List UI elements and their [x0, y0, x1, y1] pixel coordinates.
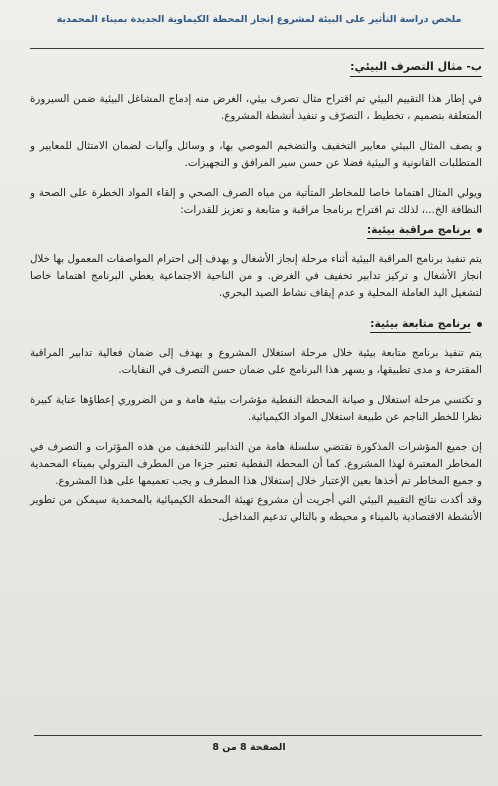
monitoring-title: برنامج مراقبة بيئية:	[367, 221, 471, 239]
paragraph-intro: في إطار هذا التقييم البيئي تم اقتراح مثال تصرف بيئي، الغرض منه إدماج المشاغل البيئية ضمن السيرورة المتعلقة بتصميم ، تخطيط ، التصرّف و تنفيذ أنشطة المشروع.	[30, 93, 482, 122]
followup-heading	[30, 315, 482, 333]
header-divider	[30, 48, 484, 49]
page-content	[30, 58, 482, 528]
page-header: ملخص دراسة التأثير على البيئة لمشروع إنجاز المحطة الكيماوية الجديدة بميناء المحمدية	[56, 14, 462, 25]
paragraph-conclusion: وقد أكدت نتائج التقييم البيئي التي أجريت أن مشروع تهيئة المحطة الكيميائية بالمحمدية سيمكن من تطوير الأنشطة الاقتصادية بالميناء و محيطه و بالتالي تدعيم المداخيل.	[30, 494, 482, 523]
paragraph-exploitation: و تكتسي مرحلة استغلال و صيانة المحطة النفطية مؤشرات بيئية هامة و من الضروري إعطاؤها عناية كبيرة نظرا للخطر الناجم عن طبيعة استغلال المواد الكيميائية.	[30, 394, 482, 423]
bullet-icon	[477, 322, 482, 327]
page-number: الصفحة 8 من 8	[212, 742, 286, 753]
paragraph-followup: يتم تنفيذ برنامج متابعة بيئية خلال مرحلة استغلال المشروع و يهدف إلى ضمان فعالية تدابير المراقبة المقترحة و مدى تطبيقها، و يسهر هذا البرنامج على ضمان حسن التصرف في النفايات.	[30, 347, 482, 376]
paragraph-indicators: إن جميع المؤشرات المذكورة تقتضي سلسلة هامة من التدابير للتخفيف من هذه المؤثرات و التصرف في المخاطر المعتبرة لهذا المشروع. كما أن المحطة النفطية تعتبر جزءا من المطرف البترولي بميناء المحمدية و جميع المخاطر تم أخذها بعين الإعتبار خلال إستغلال هذا المطرف و يجب تعميمها على هذا المشروع.	[30, 441, 482, 487]
footer-divider	[34, 735, 482, 736]
followup-title: برنامج متابعة بيئية:	[370, 315, 471, 333]
section-title	[30, 58, 482, 77]
paragraph-monitoring: يتم تنفيذ برنامج المراقبة البيئية أثناء مرحلة إنجاز الأشغال و يهدف إلى احترام المواصفات المعمول بها خلال انجاز الأشغال و تركيز تدابير تخفيف في الغرض. و من الناحية الاجتماعية يعطي البرنامج اهتماما خاصا لتشغيل اليد العاملة المحلية و عدم إيقاف نشاط الصيد البحري.	[30, 253, 482, 299]
paragraph-description: و يصف المثال البيئي معايير التخفيف والتضخيم الموصي بها، و وسائل وآليات لضمان الامتثال للمعايير و المتطلبات القانونية و البيئية فضلا عن حسن سير المرافق و التجهيزات.	[30, 140, 482, 169]
bullet-icon	[477, 228, 482, 233]
section-title-text: ب- مثال التصرف البيئي:	[350, 58, 482, 77]
monitoring-heading	[30, 221, 482, 239]
paragraph-attention: ويولي المثال اهتماما خاصا للمخاطر المتأتية من مياه الصرف الصحي و إلقاء المواد الخطرة على الصحة و النظافة الخ...، لذلك تم اقتراح برنامجا مراقبة و متابعة و تعزيز للقدرات:	[30, 187, 482, 216]
